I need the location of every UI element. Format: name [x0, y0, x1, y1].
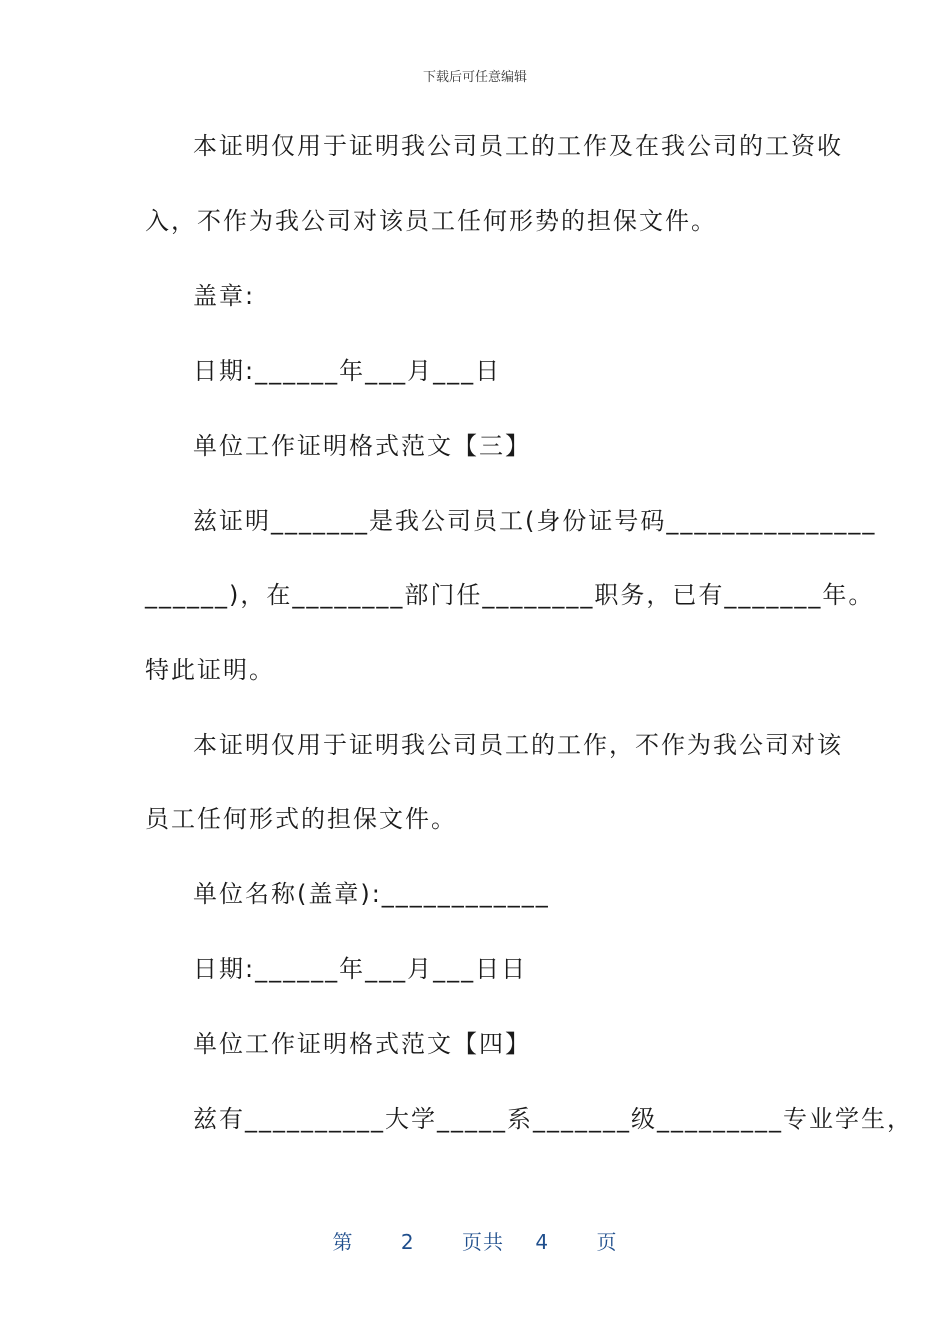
paragraph-line-2: 入，不作为我公司对该员工任何形势的担保文件。	[145, 207, 717, 235]
header-note: 下载后可任意编辑	[422, 70, 527, 85]
seal-line: 盖章:	[193, 282, 256, 310]
paragraph-line-4: 员工任何形式的担保文件。	[145, 805, 457, 833]
paragraph-line-3: 本证明仅用于证明我公司员工的工作，不作为我公司对该	[193, 731, 843, 759]
student-line: 兹有__________大学_____系_______级_________专业学生，	[193, 1105, 913, 1133]
certify-line-1: 兹证明_______是我公司员工(身份证号码_______________	[193, 507, 877, 535]
footer-prefix: 第	[332, 1230, 354, 1254]
section-heading-four: 单位工作证明格式范文【四】	[193, 1030, 531, 1058]
footer-suffix: 页	[596, 1230, 618, 1254]
footer-middle: 页共	[462, 1230, 504, 1254]
footer-current-page: 2	[400, 1230, 415, 1254]
hereby-certify-line: 特此证明。	[145, 656, 275, 684]
footer-total-pages: 4	[535, 1230, 550, 1254]
unit-name-line: 单位名称(盖章):____________	[193, 880, 550, 908]
section-heading-three: 单位工作证明格式范文【三】	[193, 432, 531, 460]
date-line: 日期:______年___月___日	[193, 357, 502, 385]
date-line-2: 日期:______年___月___日日	[193, 955, 528, 983]
paragraph-line-1: 本证明仅用于证明我公司员工的工作及在我公司的工资收	[193, 132, 843, 160]
page-footer	[0, 1226, 950, 1255]
certify-line-2: ______)，在________部门任________职务，已有_______年。	[145, 581, 875, 609]
